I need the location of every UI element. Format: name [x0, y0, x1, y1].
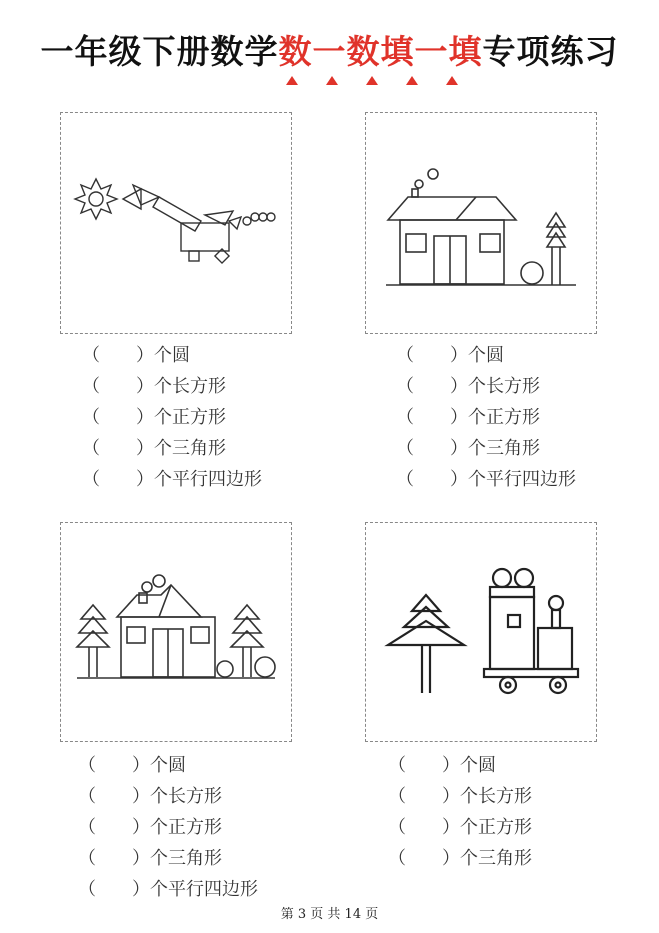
- question-row: [396, 371, 576, 402]
- answer-blank[interactable]: （ ）: [82, 407, 154, 428]
- question-row: [396, 433, 576, 464]
- answer-blank[interactable]: （ ）: [82, 438, 154, 459]
- question-label: 个平行四边形: [468, 469, 576, 490]
- question-row: [388, 781, 532, 812]
- answer-blank[interactable]: （ ）: [388, 817, 460, 838]
- question-label: 个圆: [468, 345, 504, 366]
- question-row: [396, 340, 576, 371]
- triangle-mark-icon: [406, 76, 418, 85]
- answer-blank[interactable]: （ ）: [388, 755, 460, 776]
- question-label: 个圆: [154, 345, 190, 366]
- title-part-2: 数一数填一填: [278, 32, 483, 71]
- question-row: [82, 402, 262, 433]
- question-row: [388, 750, 532, 781]
- question-row: [82, 433, 262, 464]
- shape-house-trees-figure: [61, 523, 291, 741]
- triangle-mark-icon: [286, 76, 298, 85]
- question-label: 个正方形: [154, 407, 226, 428]
- question-label: 个圆: [460, 755, 496, 776]
- question-label: 个三角形: [150, 848, 222, 869]
- figure-box-2: [365, 112, 597, 334]
- answer-blank[interactable]: （ ）: [396, 469, 468, 490]
- question-label: 个三角形: [154, 438, 226, 459]
- question-label: 个长方形: [460, 786, 532, 807]
- figure-box-4: [365, 522, 597, 742]
- question-label: 个长方形: [468, 376, 540, 397]
- answer-blank[interactable]: （ ）: [82, 469, 154, 490]
- answer-blank[interactable]: （ ）: [396, 407, 468, 428]
- question-label: 个正方形: [468, 407, 540, 428]
- answer-blank[interactable]: （ ）: [388, 848, 460, 869]
- question-label: 个长方形: [154, 376, 226, 397]
- question-row: [396, 402, 576, 433]
- question-list-1: [82, 340, 262, 495]
- shape-train-tree-figure: [366, 523, 596, 741]
- question-row: [78, 781, 258, 812]
- question-label: 个三角形: [468, 438, 540, 459]
- question-row: [396, 464, 576, 495]
- triangle-mark-icon: [326, 76, 338, 85]
- question-list-2: [396, 340, 576, 495]
- triangle-mark-icon: [446, 76, 458, 85]
- page-title: [0, 30, 659, 74]
- question-label: 个长方形: [150, 786, 222, 807]
- question-label: 个三角形: [460, 848, 532, 869]
- title-part-1: 一年级下册数学: [40, 32, 279, 71]
- question-row: [78, 750, 258, 781]
- question-row: [78, 843, 258, 874]
- question-label: 个圆: [150, 755, 186, 776]
- question-row: [78, 874, 258, 905]
- question-row: [82, 464, 262, 495]
- answer-blank[interactable]: （ ）: [396, 438, 468, 459]
- answer-blank[interactable]: （ ）: [78, 817, 150, 838]
- question-list-3: [78, 750, 258, 905]
- answer-blank[interactable]: （ ）: [82, 345, 154, 366]
- question-list-4: [388, 750, 532, 874]
- figure-box-3: [60, 522, 292, 742]
- answer-blank[interactable]: （ ）: [78, 879, 150, 900]
- answer-blank[interactable]: （ ）: [78, 848, 150, 869]
- question-label: 个平行四边形: [154, 469, 262, 490]
- shape-house-figure: [366, 113, 596, 333]
- triangle-mark-icon: [366, 76, 378, 85]
- answer-blank[interactable]: （ ）: [396, 345, 468, 366]
- question-row: [388, 812, 532, 843]
- question-label: 个正方形: [460, 817, 532, 838]
- answer-blank[interactable]: （ ）: [78, 786, 150, 807]
- page-footer: 第 3 页 共 14 页: [280, 907, 379, 922]
- question-row: [82, 371, 262, 402]
- question-row: [388, 843, 532, 874]
- title-decoration: [280, 74, 480, 88]
- question-label: 个正方形: [150, 817, 222, 838]
- question-row: [78, 812, 258, 843]
- shape-bird-figure: [61, 113, 291, 333]
- title-part-3: 专项练习: [482, 32, 619, 71]
- question-label: 个平行四边形: [150, 879, 258, 900]
- answer-blank[interactable]: （ ）: [78, 755, 150, 776]
- answer-blank[interactable]: （ ）: [82, 376, 154, 397]
- question-row: [82, 340, 262, 371]
- figure-box-1: [60, 112, 292, 334]
- answer-blank[interactable]: （ ）: [396, 376, 468, 397]
- answer-blank[interactable]: （ ）: [388, 786, 460, 807]
